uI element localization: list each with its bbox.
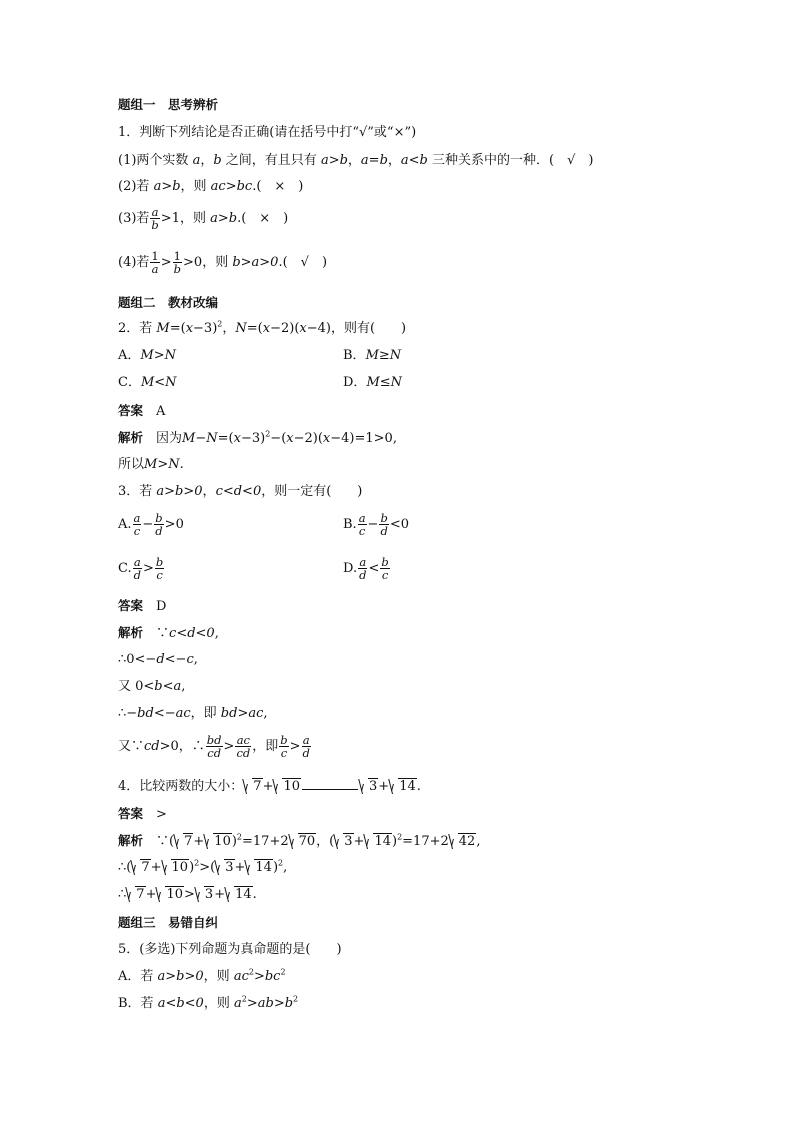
numerator: a bbox=[359, 555, 367, 569]
sqrt bbox=[195, 886, 214, 904]
text: ∴− bbox=[118, 706, 138, 721]
text: >0 bbox=[164, 517, 184, 532]
solution-label: 解析 bbox=[118, 430, 144, 445]
text: 三种关系中的一种．( √ ) bbox=[427, 153, 594, 168]
var: c bbox=[186, 652, 194, 667]
denominator: d bbox=[302, 746, 310, 760]
text: 所以 bbox=[118, 457, 145, 472]
text: ∴0<− bbox=[118, 652, 157, 667]
denominator: cd bbox=[207, 746, 222, 760]
denominator: d bbox=[359, 568, 367, 582]
text: + bbox=[262, 779, 274, 794]
text: 4．比较两数的大小： bbox=[118, 779, 244, 794]
answer-label: 答案 bbox=[118, 598, 144, 613]
text: =( bbox=[169, 321, 186, 336]
exponent: 2 bbox=[248, 967, 254, 977]
denominator: c bbox=[381, 568, 389, 582]
var: c<d<0 bbox=[169, 626, 215, 641]
var: cd bbox=[144, 739, 160, 754]
text: , bbox=[476, 834, 481, 849]
exponent: 2 bbox=[280, 967, 286, 977]
var: b<a bbox=[154, 679, 182, 694]
radicand: 7 bbox=[136, 887, 145, 902]
text: > bbox=[184, 887, 195, 902]
text: > bbox=[160, 255, 172, 270]
text: . bbox=[416, 779, 421, 794]
denominator: b bbox=[173, 262, 182, 276]
text: −2)( bbox=[270, 321, 300, 336]
text: ) bbox=[231, 834, 237, 849]
fraction bbox=[380, 556, 389, 581]
text: ， bbox=[387, 153, 401, 168]
denominator: d bbox=[155, 524, 163, 538]
text: , bbox=[214, 626, 219, 641]
text: −2)( bbox=[293, 431, 323, 446]
radicand: 3 bbox=[369, 779, 378, 794]
var: M bbox=[156, 321, 170, 336]
sqrt bbox=[126, 886, 145, 904]
var: a<b bbox=[400, 153, 428, 168]
var: a bbox=[233, 996, 242, 1011]
denominator: c bbox=[280, 746, 288, 760]
text: ， bbox=[347, 153, 361, 168]
text: >( bbox=[199, 860, 216, 875]
text: ∴ bbox=[118, 887, 127, 902]
answer-3 bbox=[118, 597, 166, 616]
text: 3．若 bbox=[118, 484, 157, 499]
exponent: 2 bbox=[241, 994, 247, 1004]
sqrt bbox=[449, 833, 477, 851]
radicand: 3 bbox=[204, 887, 214, 902]
text: <0 bbox=[389, 517, 409, 532]
text: ) bbox=[189, 860, 195, 875]
solution-4-line-3 bbox=[118, 886, 257, 904]
fraction bbox=[206, 734, 223, 759]
text: ∴( bbox=[118, 860, 132, 875]
statement-2 bbox=[118, 178, 303, 196]
var: a>b>0 bbox=[156, 484, 203, 499]
text: ) bbox=[391, 834, 398, 849]
sqrt bbox=[359, 778, 378, 796]
text: > bbox=[246, 996, 258, 1011]
radicand: 7 bbox=[141, 860, 150, 875]
sqrt bbox=[174, 833, 193, 851]
text: D． bbox=[343, 375, 367, 390]
var: a>b bbox=[210, 211, 238, 226]
text: ∵ bbox=[156, 626, 170, 641]
answer-label: 答案 bbox=[118, 806, 144, 821]
exponent: 2 bbox=[236, 832, 243, 842]
fraction bbox=[358, 512, 367, 537]
option-2c bbox=[118, 374, 177, 392]
text: − bbox=[367, 517, 379, 532]
denominator: d bbox=[380, 524, 388, 538]
answer-value: > bbox=[156, 807, 167, 822]
fraction bbox=[379, 512, 388, 537]
numerator: a bbox=[302, 733, 310, 747]
fraction bbox=[133, 556, 142, 581]
text: ， bbox=[200, 153, 214, 168]
exponent: 2 bbox=[278, 858, 284, 868]
text: >1，则 bbox=[160, 211, 211, 226]
numerator: ac bbox=[236, 733, 250, 747]
var: M>N bbox=[140, 348, 176, 363]
option-3c bbox=[118, 556, 165, 581]
question-5: 5．(多选)下列命题为真命题的是( ) bbox=[118, 942, 342, 957]
var: b bbox=[284, 996, 294, 1011]
text: C. bbox=[118, 561, 132, 576]
answer-value: D bbox=[156, 599, 167, 614]
radicand: 10 bbox=[171, 860, 189, 875]
text: (3)若 bbox=[118, 211, 150, 226]
answer-value: A bbox=[156, 404, 166, 419]
denominator: c bbox=[133, 524, 141, 538]
text: , bbox=[181, 679, 186, 694]
var: x bbox=[322, 431, 331, 446]
radicand: 14 bbox=[399, 779, 416, 794]
text: (2)若 bbox=[118, 179, 154, 194]
text: 因为 bbox=[156, 431, 183, 446]
text: > bbox=[289, 739, 301, 754]
group-3-heading: 题组三 易错自纠 bbox=[118, 915, 219, 930]
radicand: 14 bbox=[255, 860, 272, 875]
var: M≥N bbox=[365, 348, 402, 363]
text: =17+2 bbox=[242, 834, 289, 849]
solution-label: 解析 bbox=[118, 833, 144, 848]
statement-3 bbox=[118, 206, 288, 231]
solution-4-line-2 bbox=[118, 859, 287, 877]
statement-4 bbox=[118, 250, 327, 275]
sqrt bbox=[215, 859, 234, 877]
var: ac>bc bbox=[210, 179, 253, 194]
text: =( bbox=[217, 431, 234, 446]
radicand: 14 bbox=[374, 834, 391, 849]
var: bc bbox=[264, 969, 281, 984]
text: + bbox=[145, 887, 157, 902]
solution-2-line-2 bbox=[118, 456, 184, 474]
solution-4-line-1 bbox=[118, 832, 480, 851]
text: >0，∴ bbox=[159, 739, 205, 754]
text: > bbox=[273, 996, 285, 1011]
text: − bbox=[195, 431, 207, 446]
text: ，则 bbox=[180, 179, 211, 194]
text: > bbox=[143, 561, 154, 576]
numerator: a bbox=[358, 511, 366, 525]
text: ，即 bbox=[252, 739, 279, 754]
text: , bbox=[283, 860, 288, 875]
radicand: 7 bbox=[184, 834, 193, 849]
numerator: bd bbox=[206, 733, 222, 747]
text: 又 0< bbox=[118, 679, 155, 694]
text: + bbox=[150, 860, 162, 875]
denominator: b bbox=[151, 218, 159, 232]
numerator: b bbox=[380, 511, 388, 525]
option-2d bbox=[343, 374, 402, 392]
radicand: 42 bbox=[458, 834, 476, 849]
text: =17+2 bbox=[402, 834, 449, 849]
var: a<b<0 bbox=[157, 996, 204, 1011]
var: M>N bbox=[144, 457, 180, 472]
option-3b bbox=[343, 512, 409, 537]
var: M≤N bbox=[366, 375, 403, 390]
var: a=b bbox=[360, 153, 388, 168]
numerator: 1 bbox=[173, 249, 181, 263]
text: A. bbox=[118, 517, 132, 532]
sqrt bbox=[204, 833, 232, 851]
text: > bbox=[223, 739, 235, 754]
text: ，即 bbox=[190, 706, 221, 721]
text: .( × ) bbox=[237, 211, 289, 226]
denominator: c bbox=[358, 524, 366, 538]
solution-3-line-3 bbox=[118, 678, 185, 696]
radicand: 3 bbox=[344, 834, 353, 849]
var: bd bbox=[137, 706, 154, 721]
text: −3) bbox=[240, 431, 266, 446]
text: 之间，有且只有 bbox=[221, 153, 321, 168]
text: −4)=1>0, bbox=[330, 431, 397, 446]
text: =( bbox=[246, 321, 263, 336]
text: 又∵ bbox=[118, 739, 145, 754]
sqrt bbox=[245, 859, 273, 877]
var: a>b>0 bbox=[157, 969, 204, 984]
sqrt bbox=[162, 859, 190, 877]
radicand: 14 bbox=[235, 887, 252, 902]
option-3d bbox=[343, 556, 391, 581]
answer-4 bbox=[118, 805, 167, 824]
text: D. bbox=[343, 561, 358, 576]
exponent: 2 bbox=[217, 319, 223, 329]
text: B．若 bbox=[118, 996, 158, 1011]
text: B. bbox=[343, 517, 357, 532]
text: . bbox=[179, 457, 184, 472]
exponent: 2 bbox=[265, 429, 271, 439]
var: M<N bbox=[140, 375, 177, 390]
numerator: a bbox=[151, 205, 159, 219]
var: ac bbox=[233, 969, 249, 984]
text: −( bbox=[270, 431, 287, 446]
question-4 bbox=[118, 777, 421, 796]
text: ，则 bbox=[203, 996, 234, 1011]
text: ，则 bbox=[203, 969, 234, 984]
text: ，则一定有( ) bbox=[261, 484, 363, 499]
sqrt bbox=[225, 886, 253, 904]
option-2b bbox=[343, 347, 401, 365]
sqrt bbox=[289, 833, 317, 851]
text: >0，则 bbox=[183, 255, 233, 270]
sqrt bbox=[131, 859, 150, 877]
numerator: b bbox=[381, 555, 389, 569]
option-5a bbox=[118, 968, 286, 986]
text: A．若 bbox=[118, 969, 158, 984]
group-1-heading: 题组一 思考辨析 bbox=[118, 97, 219, 112]
group-2-heading: 题组二 教材改编 bbox=[118, 295, 219, 310]
exponent: 2 bbox=[194, 858, 200, 868]
option-3a bbox=[118, 512, 184, 537]
fraction bbox=[302, 734, 311, 759]
var: bd>ac bbox=[220, 706, 264, 721]
text: > bbox=[253, 969, 265, 984]
answer-2 bbox=[118, 402, 165, 421]
text: 2．若 bbox=[118, 321, 157, 336]
numerator: a bbox=[133, 511, 141, 525]
text: + bbox=[353, 834, 365, 849]
text: B． bbox=[343, 348, 366, 363]
text: <− bbox=[153, 706, 176, 721]
fraction bbox=[150, 250, 159, 275]
numerator: b bbox=[155, 511, 163, 525]
var: x bbox=[233, 431, 241, 446]
var: x bbox=[299, 321, 307, 336]
fraction bbox=[358, 556, 367, 581]
question-2 bbox=[118, 320, 406, 338]
text: < bbox=[368, 561, 380, 576]
text: , bbox=[263, 706, 268, 721]
var: a>b bbox=[153, 179, 181, 194]
text: ) bbox=[272, 860, 279, 875]
option-5b bbox=[118, 995, 298, 1013]
sqrt bbox=[364, 833, 392, 851]
var: d bbox=[156, 652, 165, 667]
question-3 bbox=[118, 483, 362, 501]
radicand: 7 bbox=[253, 779, 262, 794]
sqrt bbox=[273, 778, 301, 796]
text: ， bbox=[202, 484, 216, 499]
radicand: 10 bbox=[166, 887, 184, 902]
var: N bbox=[235, 321, 247, 336]
exponent: 2 bbox=[397, 832, 403, 842]
question-1: 1．判断下列结论是否正确(请在括号中打“√”或“×”) bbox=[118, 125, 417, 140]
solution-3-line-4 bbox=[118, 705, 268, 723]
denominator: c bbox=[156, 568, 163, 582]
var: a bbox=[192, 153, 201, 168]
fraction bbox=[154, 512, 163, 537]
statement-1 bbox=[118, 152, 593, 170]
text: + bbox=[378, 779, 390, 794]
text: . bbox=[252, 887, 257, 902]
sqrt bbox=[156, 886, 184, 904]
option-2a bbox=[118, 347, 176, 365]
text: −4)，则有( ) bbox=[306, 321, 407, 336]
radicand: 3 bbox=[225, 860, 234, 875]
numerator: a bbox=[133, 555, 141, 569]
text: <− bbox=[164, 652, 187, 667]
text: + bbox=[193, 834, 205, 849]
text: , bbox=[193, 652, 198, 667]
sqrt bbox=[389, 778, 417, 796]
fraction bbox=[155, 556, 164, 581]
text: .( × ) bbox=[252, 179, 304, 194]
denominator: a bbox=[151, 262, 159, 276]
numerator: b bbox=[280, 733, 288, 747]
solution-2-line-1 bbox=[118, 429, 397, 448]
numerator: 1 bbox=[151, 249, 159, 263]
var: M bbox=[182, 431, 196, 446]
numerator: b bbox=[155, 555, 164, 569]
sqrt bbox=[243, 778, 262, 796]
denominator: cd bbox=[236, 746, 251, 760]
solution-3-line-2 bbox=[118, 651, 198, 669]
answer-blank[interactable] bbox=[302, 777, 358, 790]
text: .( √ ) bbox=[278, 255, 328, 270]
text: (4)若 bbox=[118, 255, 150, 270]
fraction bbox=[235, 734, 251, 759]
var: a>b bbox=[320, 153, 348, 168]
fraction bbox=[173, 250, 182, 275]
solution-3-line-5 bbox=[118, 734, 312, 759]
var: x bbox=[262, 321, 271, 336]
var: b bbox=[213, 153, 222, 168]
text: ∵( bbox=[156, 834, 175, 849]
var: c<d<0 bbox=[215, 484, 262, 499]
solution-label: 解析 bbox=[118, 625, 144, 640]
sqrt bbox=[334, 833, 353, 851]
text: −3) bbox=[193, 321, 218, 336]
answer-label: 答案 bbox=[118, 403, 144, 418]
var: ab bbox=[257, 996, 274, 1011]
text: A． bbox=[118, 348, 141, 363]
text: − bbox=[142, 517, 154, 532]
text: ， bbox=[222, 321, 236, 336]
var: b>a>0 bbox=[232, 255, 279, 270]
fraction bbox=[133, 512, 142, 537]
radicand: 10 bbox=[214, 834, 231, 849]
radicand: 10 bbox=[283, 779, 301, 794]
solution-3-line-1 bbox=[118, 624, 219, 643]
text: (1)两个实数 bbox=[118, 153, 193, 168]
var: x bbox=[286, 431, 294, 446]
text: + bbox=[234, 860, 246, 875]
denominator: d bbox=[133, 568, 141, 582]
exponent: 2 bbox=[293, 994, 299, 1004]
text: C． bbox=[118, 375, 141, 390]
var: x bbox=[185, 321, 194, 336]
fraction bbox=[150, 206, 159, 231]
var: N bbox=[206, 431, 218, 446]
radicand: 70 bbox=[298, 834, 316, 849]
text: ，( bbox=[316, 834, 335, 849]
var: ac bbox=[175, 706, 191, 721]
text: + bbox=[214, 887, 226, 902]
fraction bbox=[279, 734, 288, 759]
